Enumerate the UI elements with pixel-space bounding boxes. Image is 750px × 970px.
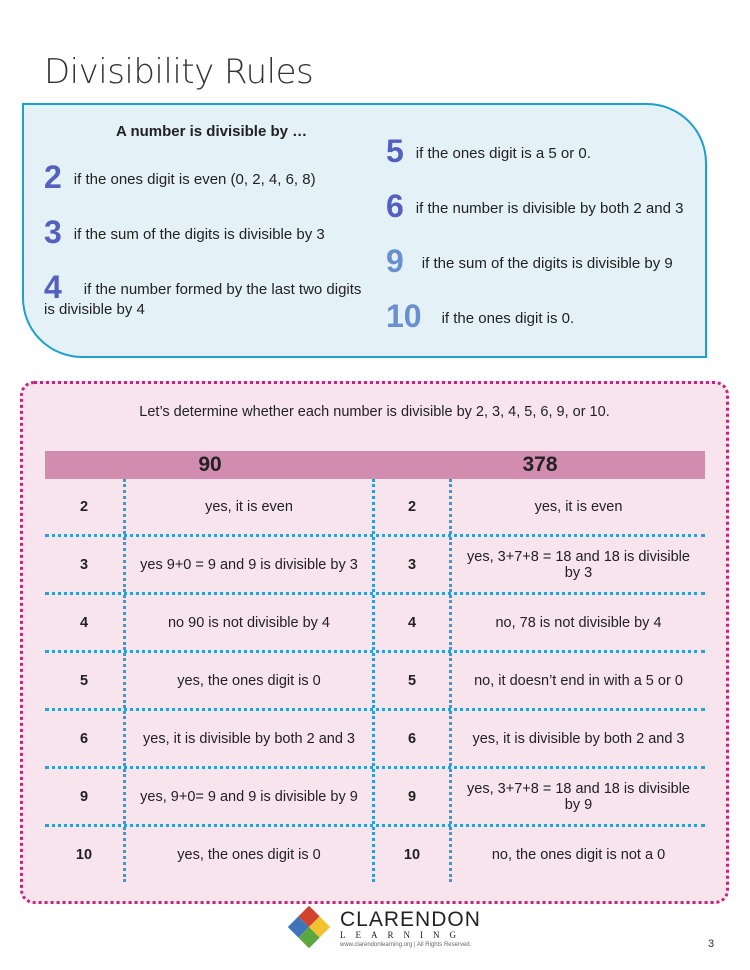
header-378: 378: [522, 453, 558, 476]
rule-4: 4 if the number formed by the last two digits is divisible by 4: [44, 269, 362, 318]
header-90: 90: [198, 453, 222, 476]
brand: CLARENDON LEARNING www.clarendonlearning.org | All Rights Reserved.: [340, 908, 481, 948]
result-cell: no 90 is not divisible by 4: [126, 595, 375, 650]
rule-5: 5 if the ones digit is a 5 or 0.: [386, 133, 591, 169]
result-cell: no, 78 is not divisible by 4: [495, 614, 662, 631]
divisor-cell: 4: [45, 595, 126, 650]
clarendon-logo-icon: [287, 905, 331, 949]
result-cell: yes, it is even: [126, 479, 375, 534]
page-number: 3: [708, 938, 715, 950]
divisor-cell: 6: [375, 711, 452, 766]
divisor-cell: 5: [375, 653, 452, 708]
rule-10: 10 if the ones digit is 0.: [386, 298, 575, 334]
result-cell: no, the ones digit is not a 0: [491, 846, 666, 863]
page-title: Divisibility Rules: [44, 52, 314, 92]
result-cell: yes, 9+0= 9 and 9 is divisible by 9: [126, 769, 375, 824]
rules-heading: A number is divisible by …: [116, 123, 308, 140]
table-row: [45, 595, 705, 653]
results-table: [45, 479, 705, 882]
result-cell: yes 9+0 = 9 and 9 is divisible by 3: [126, 537, 375, 592]
result-cell: yes, the ones digit is 0: [126, 653, 375, 708]
divisor-cell: 2: [45, 479, 126, 534]
result-cell: yes, it is even: [534, 498, 623, 515]
example-box: [20, 381, 729, 904]
rule-9: 9 if the sum of the digits is divisible by 9: [386, 243, 673, 279]
divisor-cell: 10: [45, 827, 126, 882]
rule-6: 6 if the number is divisible by both 2 and 3: [386, 188, 684, 224]
table-row: [45, 479, 705, 537]
divisor-cell: 3: [45, 537, 126, 592]
rules-box: [22, 103, 707, 358]
table-header: [45, 451, 705, 479]
divisor-cell: 6: [45, 711, 126, 766]
table-row: [45, 827, 705, 882]
result-cell: yes, the ones digit is 0: [126, 827, 375, 882]
example-intro: Let’s determine whether each number is divisible by 2, 3, 4, 5, 6, 9, or 10.: [139, 404, 610, 420]
result-cell: no, it doesn’t end in with a 5 or 0: [474, 672, 683, 689]
divisor-cell: 3: [375, 537, 452, 592]
result-cell: yes, it is divisible by both 2 and 3: [126, 711, 375, 766]
divisor-cell: 9: [375, 769, 452, 824]
table-row: [45, 711, 705, 769]
divisor-cell: 5: [45, 653, 126, 708]
table-row: [45, 653, 705, 711]
rule-3: 3 if the sum of the digits is divisible by 3: [44, 214, 325, 250]
divisor-cell: 10: [375, 827, 452, 882]
divisor-cell: 9: [45, 769, 126, 824]
result-cell: yes, 3+7+8 = 18 and 18 is divisible by 9: [467, 780, 690, 813]
result-cell: yes, 3+7+8 = 18 and 18 is divisible by 3: [467, 548, 690, 581]
result-cell: yes, it is divisible by both 2 and 3: [472, 730, 685, 747]
rule-2: 2 if the ones digit is even (0, 2, 4, 6, 8): [44, 159, 316, 195]
table-row: [45, 537, 705, 595]
divisor-cell: 2: [375, 479, 452, 534]
divisor-cell: 4: [375, 595, 452, 650]
table-row: [45, 769, 705, 827]
